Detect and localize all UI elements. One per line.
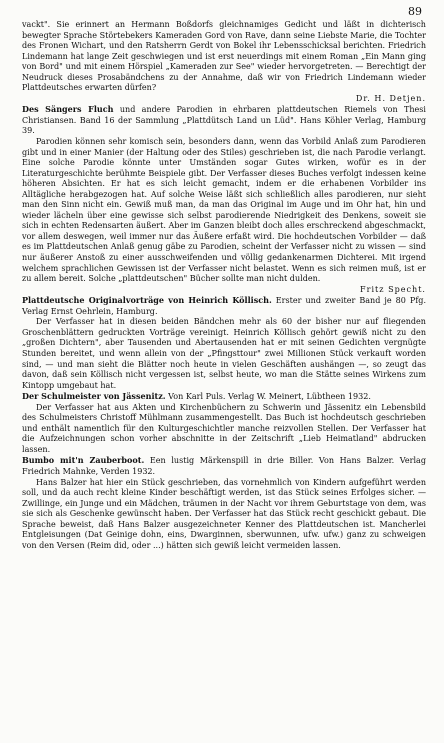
page-number: 89 <box>408 5 422 18</box>
signature: Fritz Specht. <box>360 284 426 294</box>
entry-details: Von Karl Puls. Verlag W. Meinert, Lübtheen 1932. <box>165 392 371 402</box>
review-entry <box>22 455 426 477</box>
entry-title: Plattdeutsche Originalvorträge von Heinrich Köllisch. <box>22 295 272 306</box>
entry-title: Bumbo mit'n Zauberboot. <box>22 455 145 466</box>
entry-details: Erster und zweiter Band je 80 Pfg. Verlag Ernst Oehrlein, Hamburg. <box>22 296 427 316</box>
entry-title: Des Sängers Fluch <box>22 104 114 115</box>
entry-title: Der Schulmeister von Jässenitz. <box>22 391 166 402</box>
paragraph: Hans Balzer hat hier ein Stück geschrieben, das vornehmlich von Kindern aufgeführt werden soll, und da auch recht kleine Kinder beschäftigt werden, ist das Stück seines Erfolges sicher. — Zwillinge, ein Junge und ein Mädchen, träumen in der Nacht vor ihrem Geburtstage von dem, was sie sich als Geschenke gewünscht haben. Der Verfasser hat das Stück recht geschickt gebaut. Die Sprache beweist, daß Hans Balzer ausgezeichneter Kenner des Plattdeutschen ist. Mancherlei Entgleisungen (Dat Geinige dohn, eins, Dwarginnen, sberwunnen, ufw. ufw.) ganz zu schweigen von den Versen (Reim did, oder ...) hätten sich gewiß leicht vermeiden lassen. <box>22 477 426 550</box>
entry-details: Een lustig Märkenspill in drie Biller. Von Hans Balzer. Verlag Friedrich Mahnke, Verden 1932. <box>22 456 426 476</box>
paragraph: Parodien können sehr komisch sein, besonders dann, wenn das Vorbild Anlaß zum Parodieren gibt und in einer Manier (der Haltung oder des Stiles) geschrieben ist, die nach Parodie verlangt. Eine solche Parodie könnte unter Umständen sogar Gutes wirken, wofür es in der Literaturgeschichte berühmte Beispiele gibt. Der Verfasser dieses Buches verfolgt indessen keine höheren Absichten. Er hat es sich leicht gemacht, indem er die erhabenen Vorbilder ins Alltägliche herabgezogen hat. Auf solche Weise läßt sich schließlich alles parodieren, nur sieht man den Sinn nicht ein. Gewiß muß man, da man das Original im Auge und im Ohr hat, hin und wieder lächeln über eine gewisse sich selbst parodierende Niedrigkeit des Denkens, soweit sie sich in echten Redensarten äußert. Aber im Ganzen bleibt doch alles erschreckend abgeschmackt, vor allem deswegen, weil immer nur das Äußere erfaßt wird. Die hochdeutschen Vorbilder — daß es im Plattdeutschen Anlaß genug gäbe zu Parodien, scheint der Verfasser nicht zu wissen — sind nur äußerer Anstoß zu einer ausschweifenden und völlig gedankenarmen Dichterei. Mit irgend welchem sprachlichen Gewissen ist der Verfasser nicht belastet. Wenn es sich reimen muß, ist er zu allem bereit. Solche „plattdeutschen" Bücher sollte man nicht dulden. <box>22 137 426 284</box>
review-entry <box>22 391 426 403</box>
review-entry <box>22 104 426 137</box>
article-body <box>22 20 426 551</box>
entry-details: und andere Parodien in ehrbaren plattdeutschen Riemels von Thesi Christiansen. Band 16 der Sammlung „Plattdütsch Land un Lüd". Hans Köhler Verlag, Hamburg 39. <box>22 105 427 136</box>
signature: Dr. H. Detjen. <box>355 93 426 103</box>
paragraph: Der Verfasser hat aus Akten und Kirchenbüchern zu Schwerin und Jässenitz ein Lebensbild des Schulmeisters Christoff Mühlmann zusammengestellt. Das Buch ist hochdeutsch geschrieben und enthält namentlich für den Kulturgeschichtler manche reizvollen Stellen. Der Verfasser hat die Aufzeichnungen schon vorher abschnitte in der Zeitschrift „Lieb Heimatland" abdrucken lassen. <box>22 402 426 454</box>
paragraph: Der Verfasser hat in diesen beiden Bändchen mehr als 60 der bisher nur auf fliegenden Groschenblättern gedruckten Vorträge vereinigt. Heinrich Köllisch gehört gewiß nicht zu den „großen Dichtern", aber Tausenden und Abertausenden hat er mit seinen Gedichten vergnügte Stunden bereitet, und wenn allein von der „Pfingsttour" zwei Millionen Stück verkauft worden sind, — und man sieht die Blätter noch heute in vielen Geschäften aushängen —, so zeugt das davon, daß sein Köllisch nicht vergessen ist, selbst heute, wo man die Stätte seines Wirkens zum Kintopp umgebaut hat. <box>22 317 426 390</box>
review-entry <box>22 295 426 317</box>
paragraph: vackt". Sie erinnert an Hermann Boßdorfs gleichnamiges Gedicht und läßt in dichterisch bewegter Sprache Störtebekers Kameraden Gord von Rave, dann seine Liebste Marie, die Tochter des Fronen Wichart, und den Ratsherrn Gerdt von Bokel ihr Lebensschicksal berichten. Friedrich Lindemann hat lange Zeit geschwiegen und ist erst neuerdings mit einem Roman „Ein Mann ging von Bord" und mit einem Hörspiel „Kameraden zur See" wieder hervorgetreten. — Berechtigt der Neudruck dieses Prosabändchens zu der Annahme, daß wir von Friedrich Lindemann wieder Plattdeutsches erwarten dürfen? <box>22 20 426 93</box>
